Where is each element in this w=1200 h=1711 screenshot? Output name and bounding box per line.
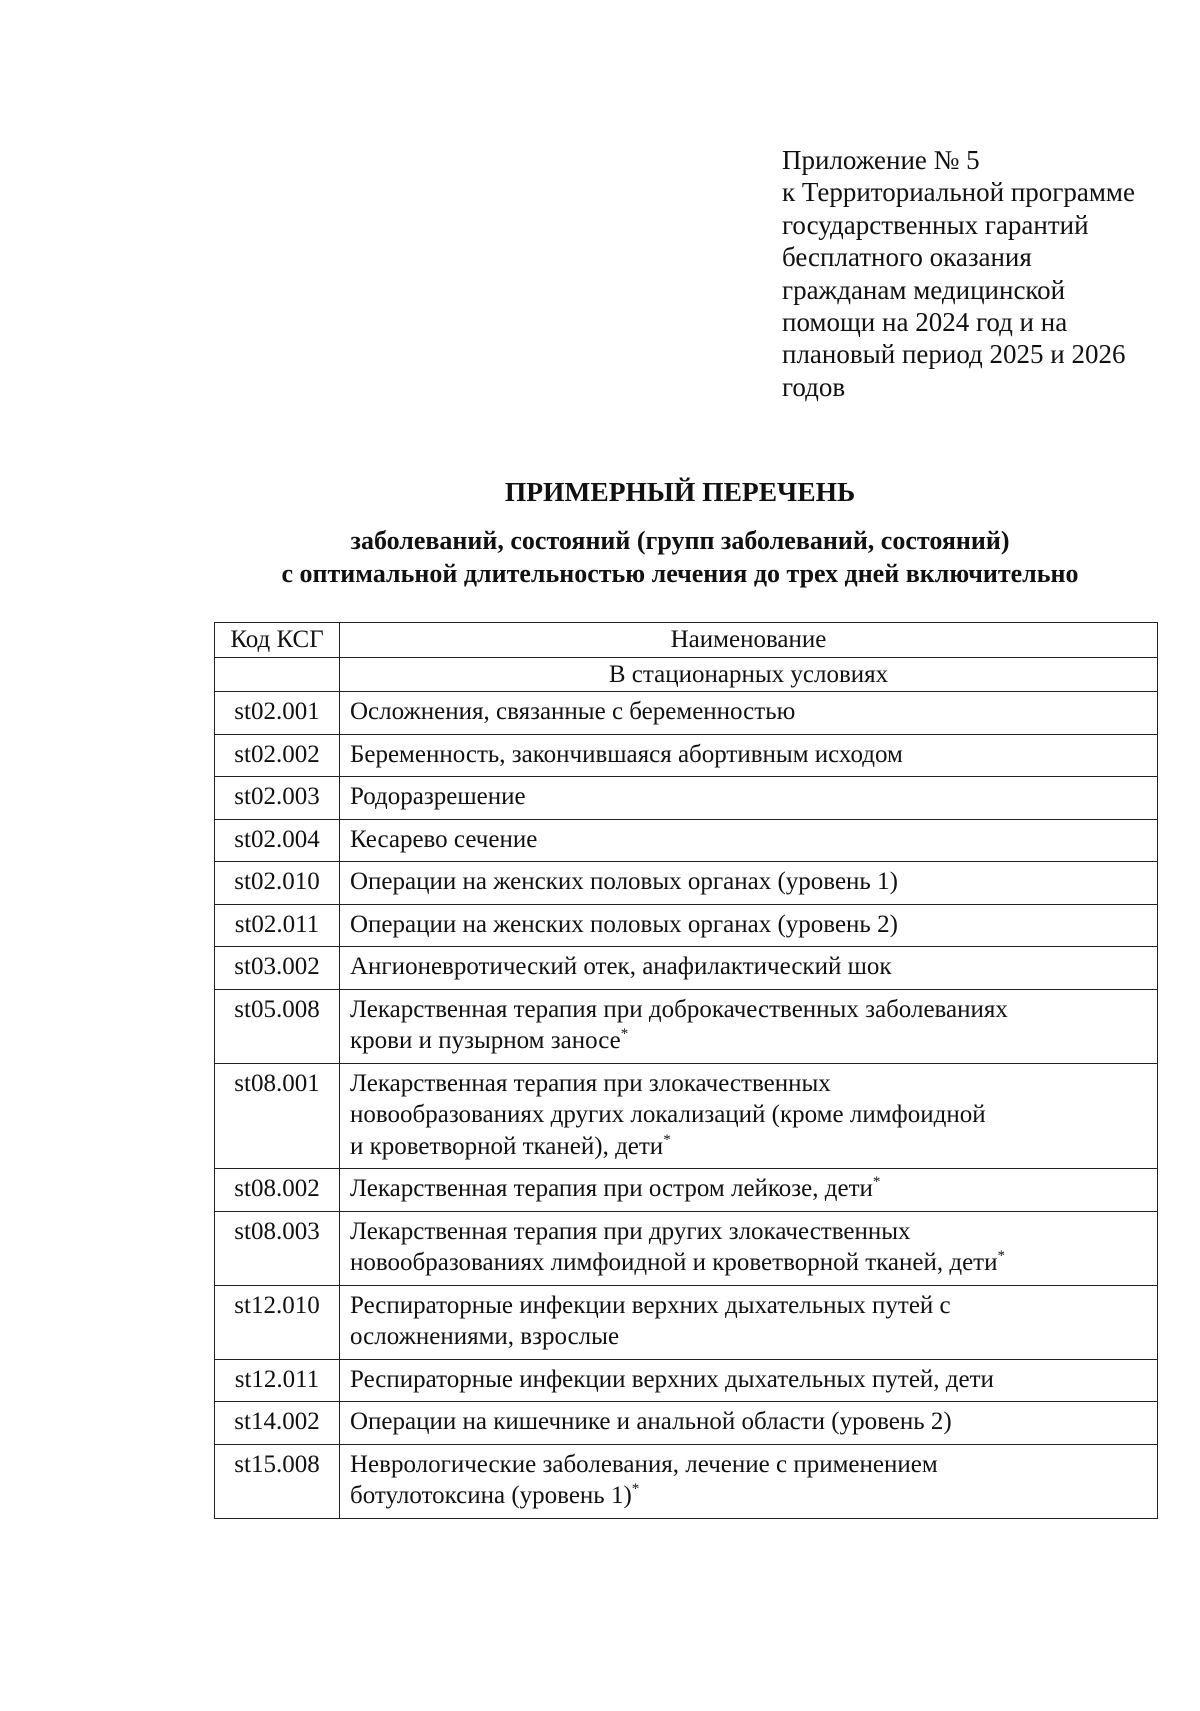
ksg-code-cell: st02.011 bbox=[215, 904, 340, 947]
ksg-code-cell: st02.003 bbox=[215, 777, 340, 820]
ksg-name-line bbox=[350, 1247, 1147, 1279]
ksg-name-text: Операции на женских половых органах (уровень 2) bbox=[350, 910, 898, 938]
table-row bbox=[215, 734, 1158, 777]
ksg-name-line bbox=[350, 1406, 1147, 1438]
ksg-name-text: и кроветворной тканей), дети bbox=[350, 1132, 664, 1160]
ksg-name-line bbox=[350, 1068, 1147, 1100]
ksg-name-cell bbox=[340, 1359, 1158, 1402]
appendix-line: к Территориальной программе bbox=[782, 177, 1135, 208]
ksg-name-line bbox=[350, 866, 1147, 898]
ksg-name-cell bbox=[340, 989, 1158, 1063]
table-row bbox=[215, 989, 1158, 1063]
appendix-line: бесплатного оказания bbox=[782, 242, 1032, 273]
ksg-name-line bbox=[350, 696, 1147, 728]
ksg-code-cell: st15.008 bbox=[215, 1444, 340, 1518]
ksg-name-line bbox=[350, 739, 1147, 771]
table-row bbox=[215, 1402, 1158, 1445]
subtitle-line: заболеваний, состояний (групп заболеваний, состояний) bbox=[350, 526, 1010, 555]
ksg-name-line bbox=[350, 824, 1147, 856]
ksg-name-text: осложнениями, взрослые bbox=[350, 1323, 620, 1350]
table-row bbox=[215, 947, 1158, 990]
appendix-line: гражданам медицинской bbox=[782, 274, 1066, 305]
ksg-name-cell bbox=[340, 904, 1158, 947]
ksg-code-cell: st02.004 bbox=[215, 819, 340, 862]
ksg-name-line bbox=[350, 1131, 1147, 1163]
ksg-name-cell bbox=[340, 1063, 1158, 1169]
ksg-code-cell: st03.002 bbox=[215, 947, 340, 990]
ksg-code-cell: st08.001 bbox=[215, 1063, 340, 1169]
ksg-name-text: Лекарственная терапия при других злокачественных bbox=[350, 1217, 911, 1245]
ksg-name-text: ботулотоксина (уровень 1) bbox=[350, 1482, 632, 1509]
appendix-line: Приложение № 5 bbox=[782, 145, 980, 175]
appendix-line: плановый период 2025 и 2026 bbox=[782, 339, 1126, 370]
ksg-name-text: Лекарственная терапия при доброкачественных заболеваниях bbox=[350, 995, 1008, 1023]
ksg-name-line bbox=[350, 1290, 1147, 1322]
table-row bbox=[215, 1359, 1158, 1402]
ksg-name-cell bbox=[340, 1285, 1158, 1359]
table-row bbox=[215, 1211, 1158, 1285]
ksg-name-text: крови и пузырном заносе bbox=[350, 1027, 621, 1054]
ksg-name-text: Неврологические заболевания, лечение с применением bbox=[350, 1450, 938, 1478]
ksg-name-cell bbox=[340, 1402, 1158, 1445]
ksg-code-cell: st02.010 bbox=[215, 862, 340, 905]
ksg-name-line bbox=[350, 1480, 1147, 1512]
ksg-name-text: Респираторные инфекции верхних дыхательных путей, дети bbox=[350, 1365, 994, 1393]
ksg-name-text: Операции на женских половых органах (уровень 1) bbox=[350, 868, 898, 895]
ksg-name-text: Лекарственная терапия при злокачественных bbox=[350, 1069, 831, 1097]
ksg-name-text: Родоразрешение bbox=[350, 783, 526, 810]
ksg-name-cell bbox=[340, 819, 1158, 862]
ksg-name-line bbox=[350, 1321, 1147, 1353]
ksg-name-line bbox=[350, 1099, 1147, 1131]
table-row bbox=[215, 904, 1158, 947]
ksg-name-line bbox=[350, 994, 1147, 1026]
appendix-header bbox=[782, 144, 1182, 403]
table-row bbox=[215, 692, 1158, 735]
ksg-name-cell bbox=[340, 692, 1158, 735]
table-row bbox=[215, 1169, 1158, 1212]
ksg-name-line bbox=[350, 781, 1147, 813]
subtitle-line: с оптимальной длительностью лечения до трех дней включительно bbox=[281, 559, 1079, 588]
appendix-line: государственных гарантий bbox=[782, 209, 1089, 240]
ksg-code-cell: st12.011 bbox=[215, 1359, 340, 1402]
footnote-mark: * bbox=[631, 1481, 640, 1497]
ksg-name-text: Респираторные инфекции верхних дыхательных путей с bbox=[350, 1291, 951, 1319]
header-code: Код КСГ bbox=[215, 623, 340, 658]
ksg-name-text: новообразованиях других локализаций (кроме лимфоидной bbox=[350, 1101, 986, 1128]
table-header-row bbox=[215, 623, 1158, 658]
section-row bbox=[215, 657, 1158, 692]
footnote-mark: * bbox=[997, 1248, 1005, 1264]
ksg-name-cell bbox=[340, 1169, 1158, 1212]
table-row bbox=[215, 777, 1158, 820]
ksg-table bbox=[214, 622, 1158, 1519]
ksg-code-cell: st12.010 bbox=[215, 1285, 340, 1359]
ksg-name-line bbox=[350, 1449, 1147, 1481]
ksg-name-cell bbox=[340, 1211, 1158, 1285]
document-title: ПРИМЕРНЫЙ ПЕРЕЧЕНЬ bbox=[504, 476, 856, 507]
ksg-name-text: новообразованиях лимфоидной и кроветворной тканей, дети bbox=[350, 1249, 998, 1276]
table-row bbox=[215, 1444, 1158, 1518]
ksg-code-cell: st05.008 bbox=[215, 989, 340, 1063]
ksg-name-text: Операции на кишечнике и анальной области (уровень 2) bbox=[350, 1408, 952, 1435]
document-subtitle bbox=[200, 524, 1160, 590]
ksg-name-line bbox=[350, 1216, 1147, 1248]
ksg-code-cell: st14.002 bbox=[215, 1402, 340, 1445]
table-row bbox=[215, 862, 1158, 905]
ksg-name-line bbox=[350, 951, 1147, 983]
table-row bbox=[215, 1063, 1158, 1169]
footnote-mark: * bbox=[872, 1174, 881, 1190]
table-row bbox=[215, 1285, 1158, 1359]
appendix-line: помощи на 2024 год и на bbox=[782, 307, 1068, 338]
table-row bbox=[215, 819, 1158, 862]
ksg-name-line bbox=[350, 909, 1147, 941]
ksg-code-cell: st02.001 bbox=[215, 692, 340, 735]
ksg-name-cell bbox=[340, 734, 1158, 777]
ksg-name-cell bbox=[340, 862, 1158, 905]
ksg-name-text: Лекарственная терапия при остром лейкозе, дети bbox=[350, 1175, 873, 1202]
section-title: В стационарных условиях bbox=[340, 657, 1158, 692]
ksg-code-cell: st02.002 bbox=[215, 734, 340, 777]
ksg-code-cell: st08.002 bbox=[215, 1169, 340, 1212]
ksg-name-line bbox=[350, 1025, 1147, 1057]
ksg-name-text: Беременность, закончившаяся абортивным исходом bbox=[350, 740, 903, 768]
ksg-code-cell: st08.003 bbox=[215, 1211, 340, 1285]
section-empty-cell bbox=[215, 657, 340, 692]
ksg-name-cell bbox=[340, 777, 1158, 820]
footnote-mark: * bbox=[620, 1026, 629, 1042]
ksg-name-line bbox=[350, 1364, 1147, 1396]
ksg-name-cell bbox=[340, 947, 1158, 990]
ksg-name-cell bbox=[340, 1444, 1158, 1518]
appendix-line: годов bbox=[782, 371, 846, 402]
ksg-name-text: Кесарево сечение bbox=[350, 825, 538, 853]
ksg-name-line bbox=[350, 1173, 1147, 1205]
footnote-mark: * bbox=[663, 1131, 671, 1148]
ksg-name-text: Ангионевротический отек, анафилактический шок bbox=[350, 953, 892, 980]
header-name: Наименование bbox=[340, 623, 1158, 658]
ksg-name-text: Осложнения, связанные с беременностью bbox=[350, 698, 796, 725]
